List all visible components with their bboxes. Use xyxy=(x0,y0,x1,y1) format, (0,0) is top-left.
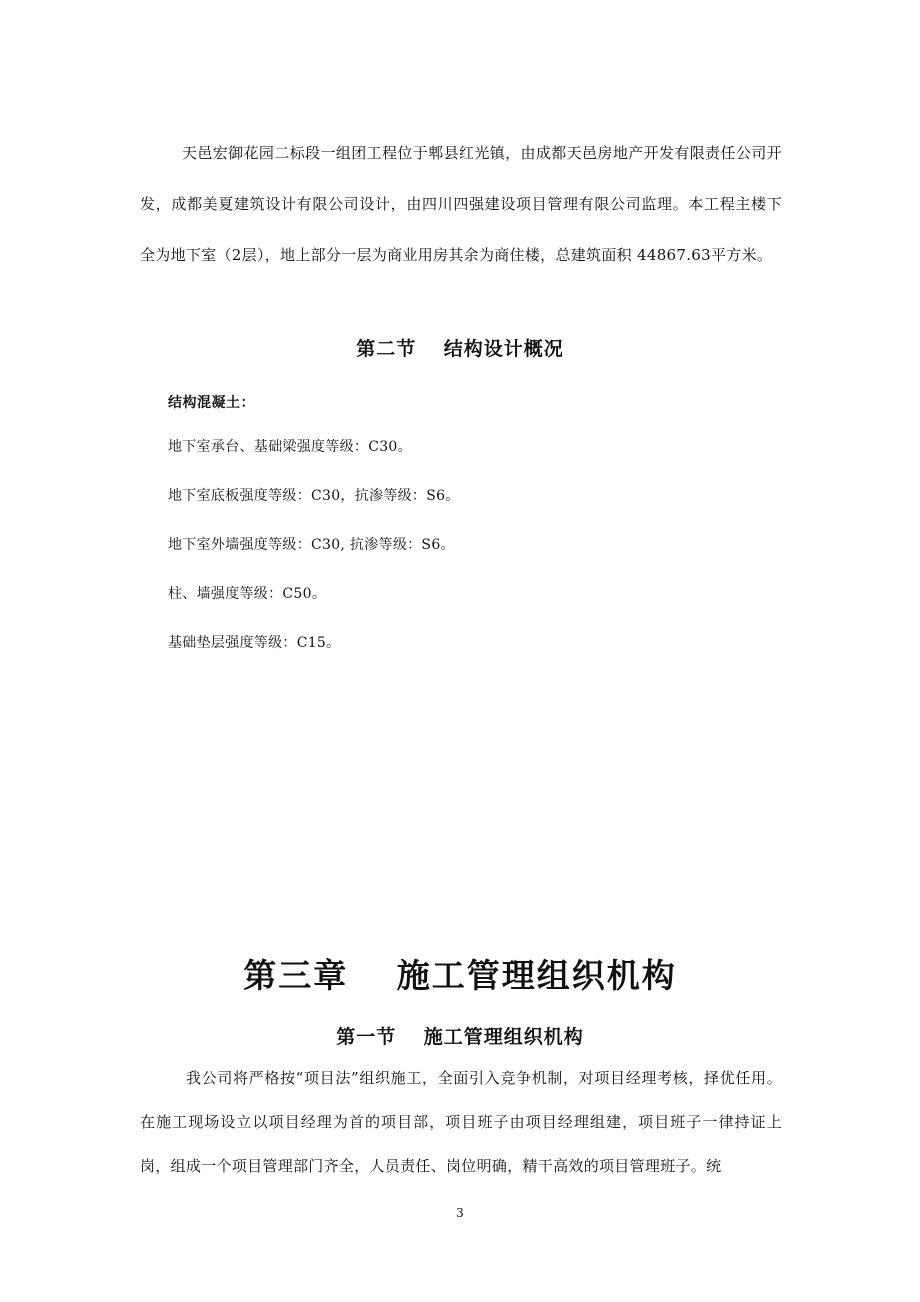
chapter-3-title: 第三章 施工管理组织机构 xyxy=(243,956,677,995)
intro-paragraph: 天邑宏御花园二标段一组团工程位于郫县红光镇，由成都天邑房地产开发有限责任公司开发，成都美夏建筑设计有限公司设计，由四川四强建设项目管理有限公司监理。本工程主楼下全为地下室（2层），地上部分一层为商业用房其余为商住楼，总建筑面积 44867.63平方米。 xyxy=(140,144,782,264)
spec-item: 地下室底板强度等级：C30，抗渗等级：S6。 xyxy=(168,488,460,504)
spec-item: 地下室外墙强度等级：C30, 抗渗等级：S6。 xyxy=(168,537,455,553)
section-2-title: 第二节 结构设计概况 xyxy=(356,338,564,360)
spec-item: 柱、墙强度等级：C50。 xyxy=(168,586,327,602)
page-number: 3 xyxy=(456,1206,464,1220)
organization-paragraph: 我公司将严格按“项目法”组织施工，全面引入竞争机制，对项目经理考核，择优任用。在施工现场设立以项目经理为首的项目部，项目班子由项目经理组建，项目班子一律持证上岗，组成一个项目管理部门齐全，人员责任、岗位明确，精干高效的项目管理班子。统 xyxy=(140,1069,782,1175)
concrete-subheading: 结构混凝土： xyxy=(168,395,255,411)
spec-item: 地下室承台、基础梁强度等级：C30。 xyxy=(168,439,412,455)
spec-item: 基础垫层强度等级：C15。 xyxy=(168,635,341,651)
concrete-spec-list xyxy=(168,432,460,677)
section-1-title: 第一节 施工管理组织机构 xyxy=(336,1026,584,1048)
